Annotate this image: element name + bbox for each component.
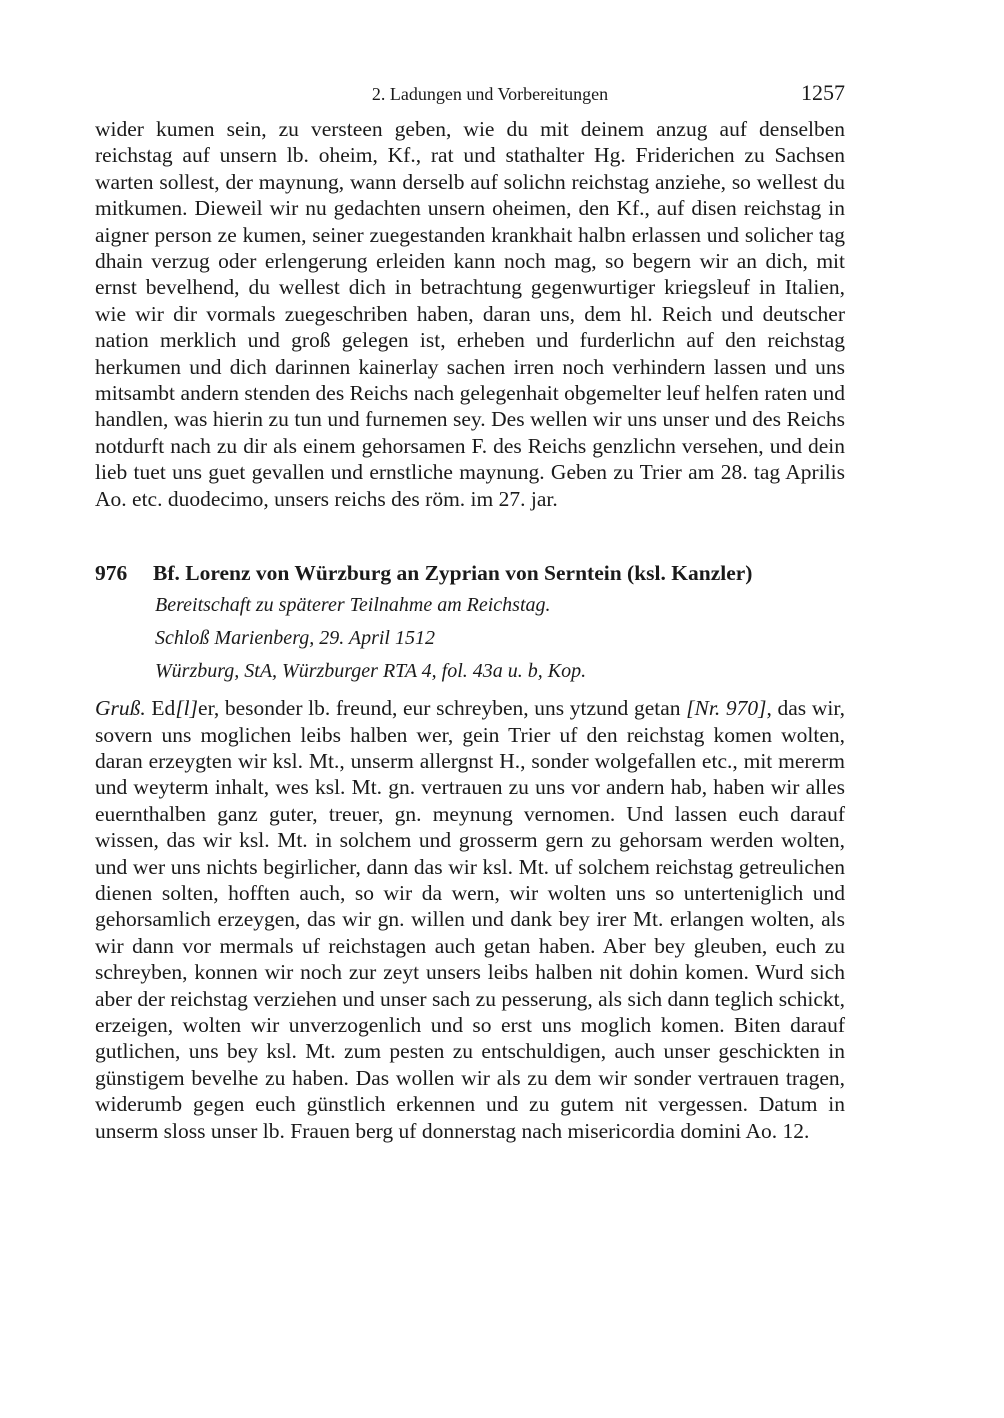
document-heading — [95, 558, 845, 687]
document-body — [95, 695, 845, 1144]
document-source: Würzburg, StA, Würzburger RTA 4, fol. 43a u. b, Kop. — [155, 660, 587, 683]
page-number: 1257 — [801, 80, 845, 105]
cross-reference: [Nr. 970] — [686, 696, 767, 721]
body-ed-prefix: Ed — [145, 696, 176, 721]
editorial-insert: [l] — [175, 696, 199, 721]
running-title: 2. Ladungen und Vorbereitungen — [371, 84, 609, 104]
document-summary: Bereitschaft zu späterer Teilnahme am Reichstag. — [155, 594, 551, 617]
running-header — [95, 80, 845, 110]
document-title-line — [95, 558, 845, 588]
body-text-part2: , das wir, sovern uns moglichen leibs halben wer, gein Trier uf den reichstag komen wolten, daran erzeygten wir ksl. Mt., unserm allergnst H., sonder wolgefallen etc., mit mererm und weyterm inhalt, wes ksl. Mt. gn. vertrauen zu uns vor andern hab, haben wir alles euernthalben ganz guter, treuer, gn. meynung vernomen. Und lassen euch darauf wissen, das wir ksl. Mt. in solchem und grosserm gern zu gehorsam werden wolten, und wer uns nichts begirlicher, dann das wir ksl. Mt. uf solchem reichstag getreulichen dienen solten, hofften auch, so wir da wern, wir wolten uns so unterteniglich und gehorsamlich erzeygen, das wir gn. willen und dank bey irer Mt. erlangen wolten, als wir dann vor mermals uf reichstagen auch getan haben. Aber bey gleuben, euch zu schreyben, konnen wir noch zur zeyt unsers leibs halben nit dohin komen. Wurd sich aber der reichstag verziehen und unser sach zu pesserung, als sich dann teglich schickt, erzeigen, wolten wir unverzogenlich und so erst uns moglich komen. Biten darauf gutlichen, uns bey ksl. Mt. zum pesten zu entschuldigen, auch unser geschickten in günstigem bevelhe zu haben. Das wollen wir als zu dem wir sonder vertrauen tragen, widerumb gegen euch günstlich erkennen und zu gutem nit vergessen. Datum in unserm sloss unser lb. Frauen berg uf donnerstag nach misericordia domini Ao. 12. — [95, 696, 845, 1143]
document-number: 976 — [95, 561, 128, 586]
body-text-part1: er, besonder lb. freund, eur schreyben, uns ytzund getan — [198, 696, 687, 721]
continuation-paragraph: wider kumen sein, zu versteen geben, wie du mit deinem anzug auf denselben reichstag auf unsern lb. oheim, Kf., rat und stathalter Hg. Friderichen zu Sachsen warten sollest, der maynung, wann derselb auf solichn reichstag anziehe, so wellest du mitkumen. Dieweil wir nu gedachten unsern oheimen, den Kf., auf disen reichstag in aigner person ze kumen, seiner zuegestanden krankhait halbn erlassen und solicher tag dhain verzug oder erlengerung erleiden kann noch mag, so begern wir an dich, mit ernst bevelhend, du wellest dich in betrachtung gegenwurtiger kriegsleuf in Italien, wie wir dir vormals zuegeschriben haben, daran uns, dem hl. Reich und deutscher nation merklich und groß gelegen ist, erheben und furderlichn auf den reichstag herkumen und dich darinnen kainerlay sachen irren noch verhindern lassen und uns mitsambt andern stenden des Reichs nach gelegenhait obgemelter leuf helfen raten und handlen, was hierin zu tun und furnemen sey. Des wellen wir uns unser und des Reichs notdurft nach zu dir als einem gehorsamen F. des Reichs genzlichn versehen, und dein lieb tuet uns guet gevallen und ernstliche maynung. Geben zu Trier am 28. tag Aprilis Ao. etc. duodecimo, unsers reichs des röm. im 27. jar. — [95, 117, 845, 511]
document-place-date: Schloß Marienberg, 29. April 1512 — [155, 627, 435, 650]
greeting: Gruß. — [95, 696, 146, 721]
page — [95, 80, 845, 1144]
document-title: Bf. Lorenz von Würzburg an Zyprian von Serntein (ksl. Kanzler) — [153, 561, 753, 586]
